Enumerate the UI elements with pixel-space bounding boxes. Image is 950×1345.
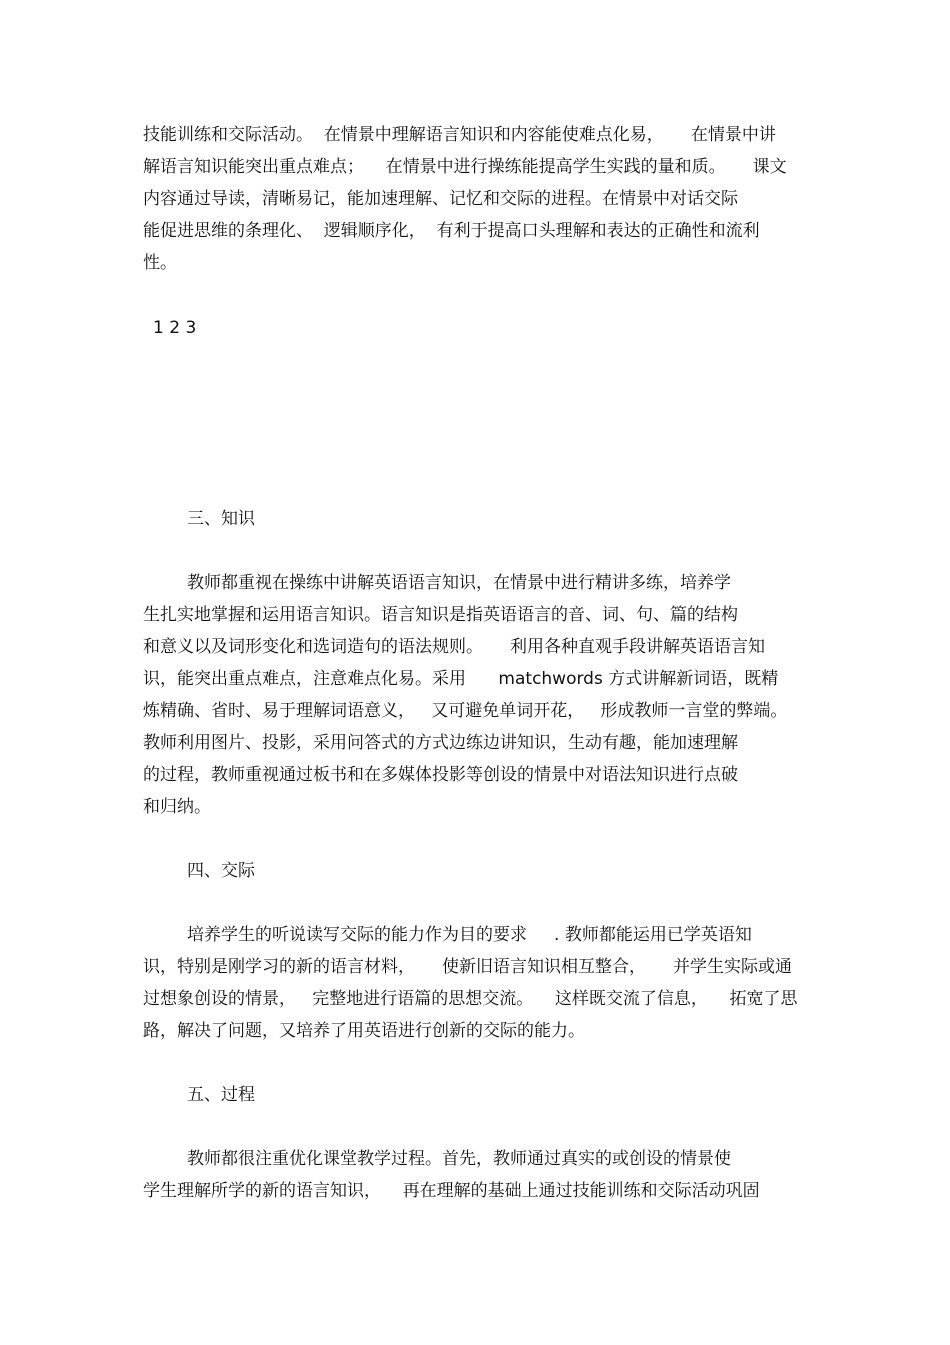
- paragraph-line: 路，解决了问题，又培养了用英语进行创新的交际的能力。: [143, 1021, 585, 1041]
- paragraph-line: 内容通过导读，清晰易记，能加速理解、记忆和交际的进程。在情景中对话交际: [143, 189, 738, 209]
- paragraph-line: 性。: [143, 253, 177, 273]
- paragraph-line: 识，特别是刚学习的新的语言材料， 使新旧语言知识相互整合， 并学生实际或通: [143, 957, 793, 977]
- paragraph-line: 的过程，教师重视通过板书和在多媒体投影等创设的情景中对语法知识进行点破: [143, 765, 738, 785]
- paragraph-line: 炼精确、省时、易于理解词语意义， 又可避免单词开花， 形成教师一言堂的弊端。: [143, 701, 788, 721]
- paragraph-line: 生扎实地掌握和运用语言知识。语言知识是指英语语言的音、词、句、篇的结构: [143, 605, 738, 625]
- paragraph-line: 技能训练和交际活动。 在情景中理解语言知识和内容能使难点化易， 在情景中讲: [143, 125, 776, 145]
- paragraph-line: 教师都很注重优化课堂教学过程。首先，教师通过真实的或创设的情景使: [187, 1149, 731, 1169]
- section-heading: 三、知识: [187, 509, 255, 529]
- paragraph-line: 和意义以及词形变化和选词造句的语法规则。 利用各种直观手段讲解英语语言知: [143, 637, 766, 657]
- paragraph-line: 和归纳。: [143, 797, 211, 817]
- paragraph-line: 过想象创设的情景， 完整地进行语篇的思想交流。 这样既交流了信息， 拓宽了思: [143, 989, 798, 1009]
- paragraph-line: 教师都重视在操练中讲解英语语言知识，在情景中进行精讲多练，培养学: [187, 573, 731, 593]
- paragraph-line: 培养学生的听说读写交际的能力作为目的要求 . 教师都能运用已学英语知: [187, 925, 752, 945]
- paragraph-line: 学生理解所学的新的语言知识， 再在理解的基础上通过技能训练和交际活动巩固: [143, 1181, 760, 1201]
- page-numbers: 1 2 3: [153, 318, 197, 338]
- section-heading: 五、过程: [187, 1085, 255, 1105]
- paragraph-line: 能促进思维的条理化、 逻辑顺序化， 有利于提高口头理解和表达的正确性和流利: [143, 221, 760, 241]
- paragraph-line: 识，能突出重点难点，注意难点化易。采用 matchwords 方式讲解新词语，既精: [143, 669, 779, 689]
- paragraph-line: 解语言知识能突出重点难点； 在情景中进行操练能提高学生实践的量和质。 课文: [143, 157, 787, 177]
- paragraph-line: 教师利用图片、投影，采用问答式的方式边练边讲知识，生动有趣，能加速理解: [143, 733, 738, 753]
- section-heading: 四、交际: [187, 861, 255, 881]
